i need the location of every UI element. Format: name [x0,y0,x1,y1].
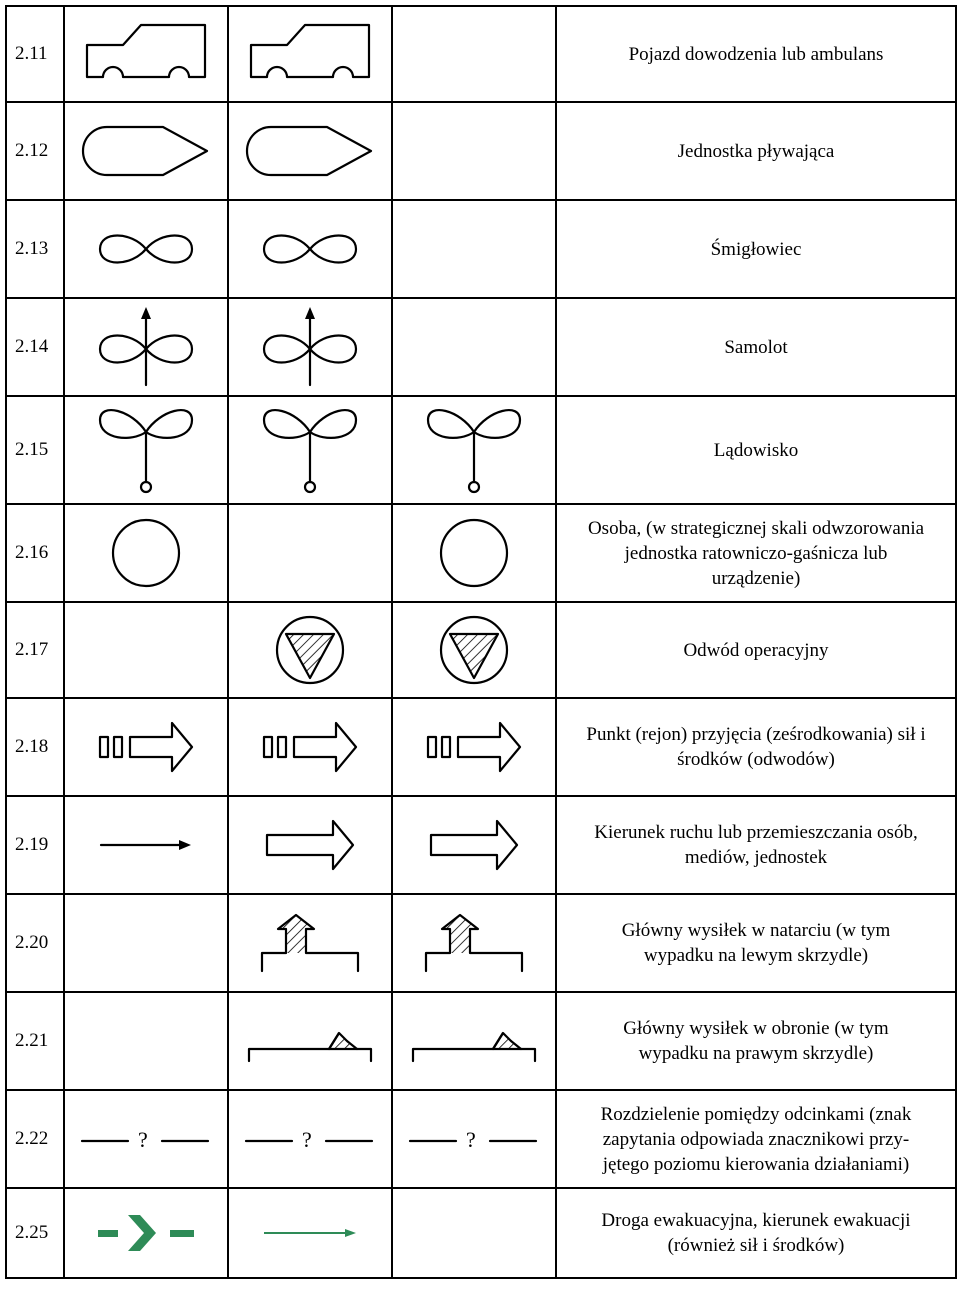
table-row [6,894,956,992]
row-description: Śmigłowiec [556,200,956,298]
direction-arrow-icon [263,817,357,873]
boundary-line-icon [244,1125,376,1153]
row-number: 2.11 [6,6,64,102]
assembly-point-arrow-icon [260,719,360,775]
row-description: Odwód operacyjny [556,602,956,698]
row-number: 2.14 [6,298,64,396]
landing-site-icon [94,404,198,496]
row-description: Punkt (rejon) przyjęcia (ześrodkowania) sił i środków (odwodów) [556,698,956,796]
vehicle-icon [83,21,209,87]
boundary-line-icon [408,1125,540,1153]
airplane-icon [258,305,362,389]
row-description: Osoba, (w strategicznej skali odwzorowania jednostka ratowniczo-gaśnicza lub urządzenie) [556,504,956,602]
boundary-line-icon [80,1125,212,1153]
table-row [6,1188,956,1278]
row-description: Główny wysiłek w natarciu (w tym wypadku na lewym skrzydle) [556,894,956,992]
helicopter-icon [260,229,360,269]
table-row [6,698,956,796]
landing-site-icon [422,404,526,496]
direction-arrow-icon [99,835,193,855]
boat-icon [245,123,375,179]
attack-effort-icon [422,913,526,973]
boundary-mark: ? [302,1127,312,1152]
defense-effort-icon [409,1019,539,1063]
table-row [6,504,956,602]
helicopter-icon [96,229,196,269]
table-row [6,992,956,1090]
row-number: 2.18 [6,698,64,796]
table-row [6,1090,956,1188]
symbol-table [5,5,957,1279]
row-description: Pojazd dowodzenia lub ambulans [556,6,956,102]
row-number: 2.15 [6,396,64,504]
reserve-triangle-icon [274,614,346,686]
assembly-point-arrow-icon [96,719,196,775]
row-number: 2.20 [6,894,64,992]
table-row [6,6,956,102]
evacuation-route-icon [94,1211,198,1255]
attack-effort-icon [258,913,362,973]
defense-effort-icon [245,1019,375,1063]
row-number: 2.19 [6,796,64,894]
assembly-point-arrow-icon [424,719,524,775]
row-number: 2.13 [6,200,64,298]
landing-site-icon [258,404,362,496]
table-row [6,396,956,504]
airplane-icon [94,305,198,389]
row-number: 2.17 [6,602,64,698]
row-description: Droga ewakuacyjna, kierunek ewakuacji (również sił i środków) [556,1188,956,1278]
row-number: 2.22 [6,1090,64,1188]
circle-icon [110,517,182,589]
reserve-triangle-icon [438,614,510,686]
row-description: Rozdzielenie pomiędzy odcinkami (znak zapytania odpowiada znacznikowi przy- jętego poziomu kierowania działaniami) [556,1090,956,1188]
table-row [6,102,956,200]
table-row [6,796,956,894]
table-row [6,602,956,698]
boat-icon [81,123,211,179]
row-description: Jednostka pływająca [556,102,956,200]
boundary-mark: ? [466,1127,476,1152]
direction-arrow-icon [427,817,521,873]
row-description: Kierunek ruchu lub przemieszczania osób, mediów, jednostek [556,796,956,894]
row-number: 2.21 [6,992,64,1090]
row-number: 2.16 [6,504,64,602]
row-number: 2.25 [6,1188,64,1278]
circle-icon [438,517,510,589]
evacuation-direction-icon [262,1225,358,1241]
vehicle-icon [247,21,373,87]
table-row [6,298,956,396]
table-row [6,200,956,298]
row-description: Lądowisko [556,396,956,504]
row-description: Główny wysiłek w obronie (w tym wypadku na prawym skrzydle) [556,992,956,1090]
row-number: 2.12 [6,102,64,200]
row-description: Samolot [556,298,956,396]
boundary-mark: ? [138,1127,148,1152]
